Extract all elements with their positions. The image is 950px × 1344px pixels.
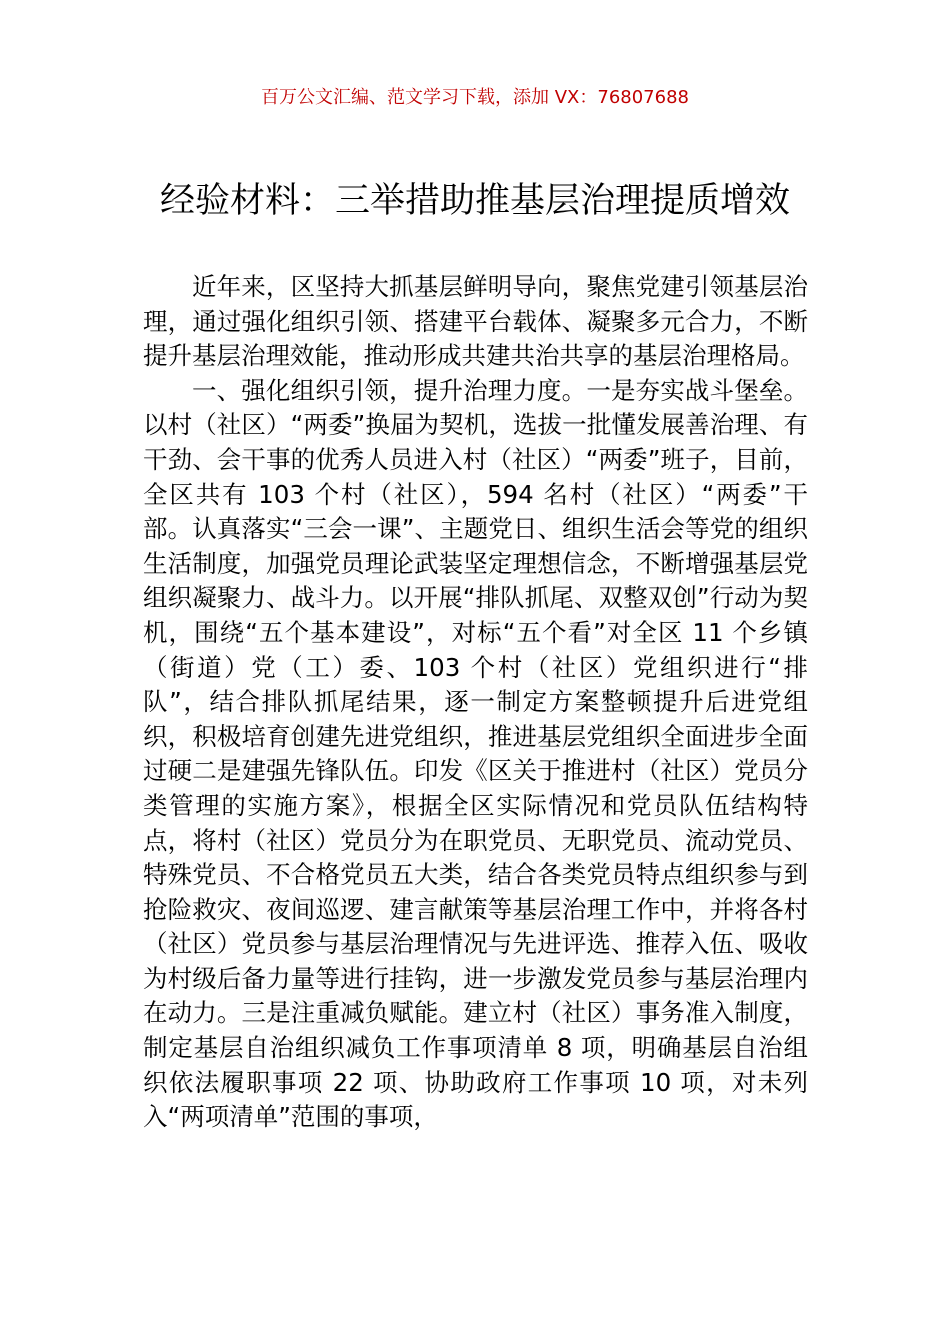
page-title: 经验材料：三举措助推基层治理提质增效 bbox=[159, 181, 790, 221]
body-text bbox=[143, 270, 808, 1135]
paragraph-intro: 近年来，区坚持大抓基层鲜明导向，聚焦党建引领基层治理，通过强化组织引领、搭建平台载体、凝聚多元合力，不断提升基层治理效能，推动形成共建共治共享的基层治理格局。 bbox=[143, 272, 808, 371]
paragraph-section-one: 一、强化组织引领，提升治理力度。一是夯实战斗堡垒。以村（社区）“两委”换届为契机，选拔一批懂发展善治理、有干劲、会干事的优秀人员进入村（社区）“两委”班子，目前，全区共有 103 个村（社区），594 名村（社区）“两委”干部。认真落实“三会一课”、主题党日、组织生活会等党的组织生活制度，加强党员理论武装坚定理想信念，不断增强基层党组织凝聚力、战斗力。以开展“排队抓尾、双整双创”行动为契机，围绕“五个基本建设”，对标“五个看”对全区 11 个乡镇（街道）党（工）委、103 个村（社区）党组织进行“排队”，结合排队抓尾结果，逐一制定方案整顿提升后进党组织，积极培育创建先进党组织，推进基层党组织全面进步全面过硬二是建强先锋队伍。印发《区关于推进村（社区）党员分类管理的实施方案》，根据全区实际情况和党员队伍结构特点，将村（社区）党员分为在职党员、无职党员、流动党员、特殊党员、不合格党员五大类，结合各类党员特点组织参与到抢险救灾、夜间巡逻、建言献策等基层治理工作中，并将各村（社区）党员参与基层治理情况与先进评选、推荐入伍、吸收为村级后备力量等进行挂钩，进一步激发党员参与基层治理内在动力。三是注重减负赋能。建立村（社区）事务准入制度，制定基层自治组织减负工作事项清单 8 项，明确基层自治组织依法履职事项 22 项、协助政府工作事项 10 项，对未列入“两项清单”范围的事项， bbox=[143, 375, 808, 1132]
header-note: 百万公文汇编、范文学习下载，添加 VX：76807688 bbox=[261, 87, 689, 108]
